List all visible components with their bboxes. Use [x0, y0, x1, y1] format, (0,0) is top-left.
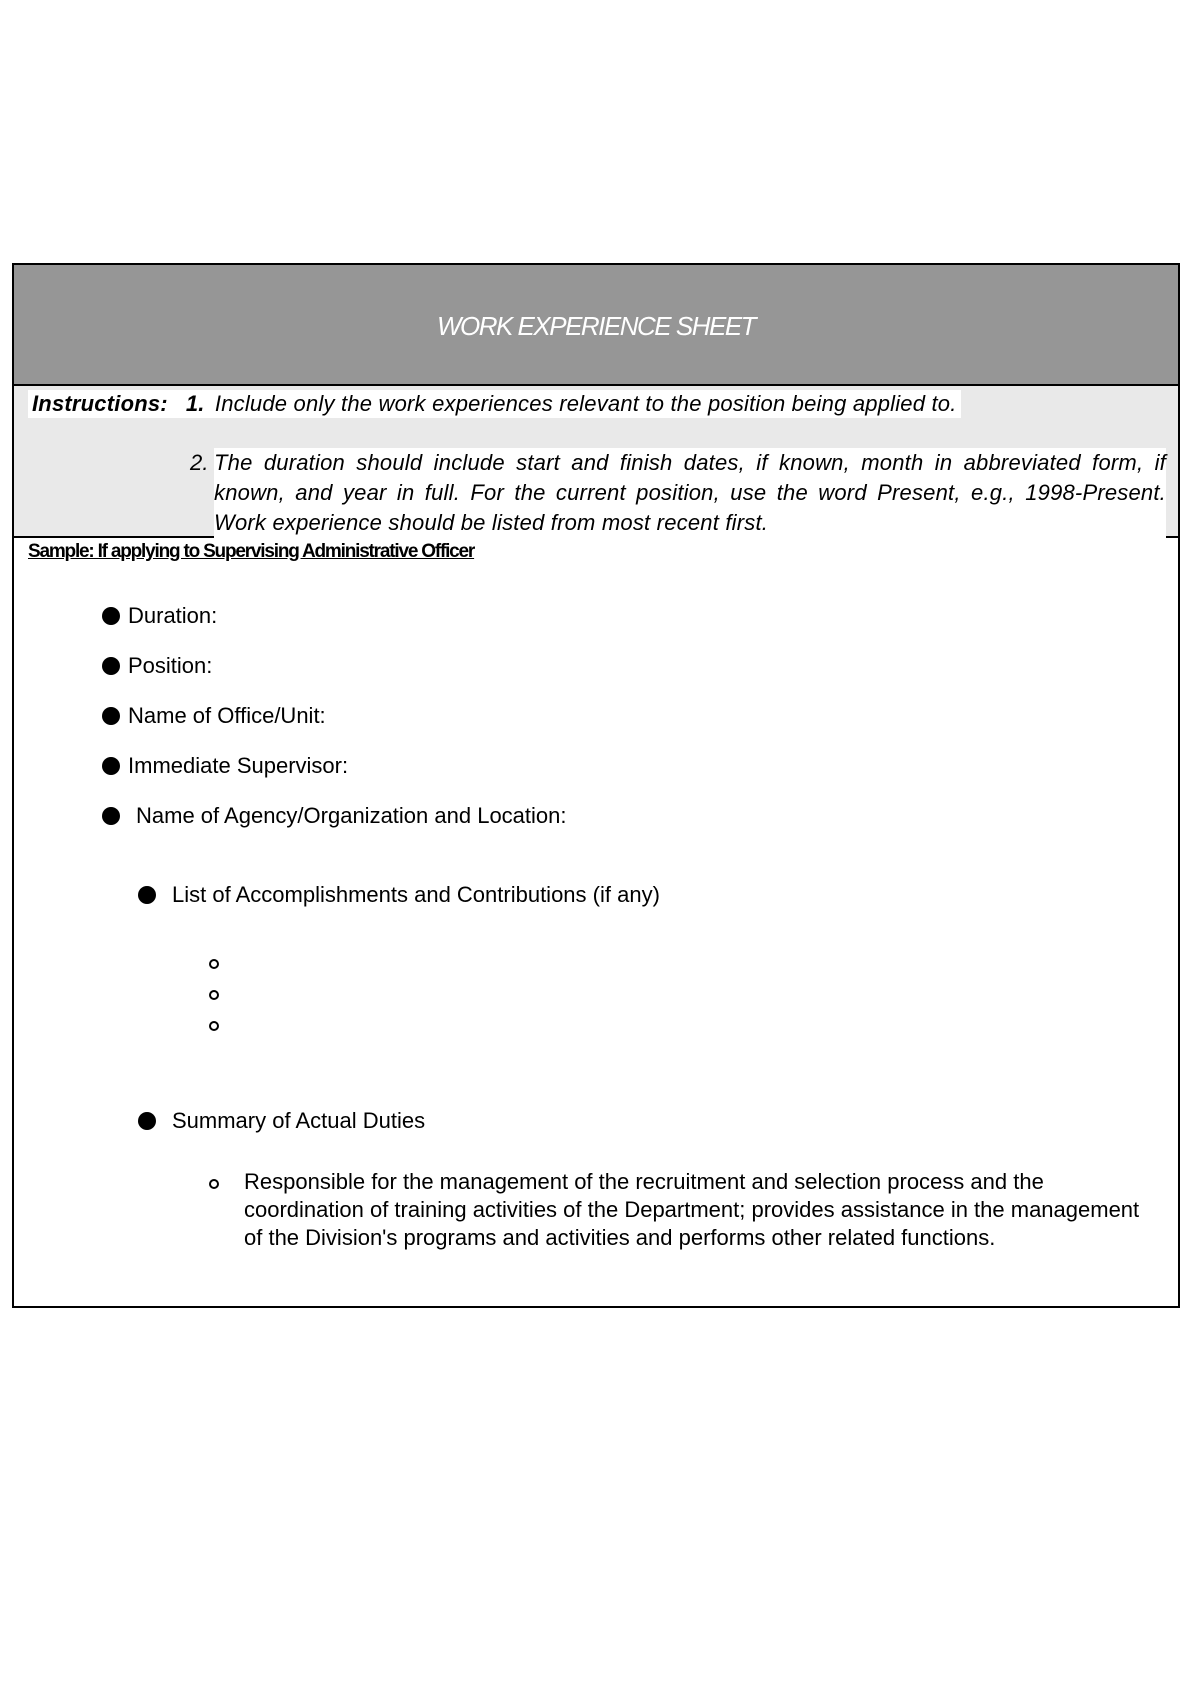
bullet-icon — [138, 886, 156, 904]
sample-heading: Sample: If applying to Supervising Administrative Officer — [28, 541, 475, 562]
work-experience-sheet — [12, 263, 1180, 1308]
instruction-item-1 — [28, 390, 961, 418]
field-label: Duration: — [128, 603, 218, 628]
field-label: Position: — [128, 653, 213, 678]
field-label: Name of Office/Unit: — [128, 703, 326, 728]
field-office-unit — [102, 703, 326, 729]
instructions-section — [14, 386, 1178, 538]
instruction-2-number: 2. — [190, 450, 209, 475]
field-label: Name of Agency/Organization and Location: — [136, 803, 567, 828]
duties-item — [138, 1108, 425, 1134]
empty-sub-bullet-icon — [209, 990, 219, 1000]
bullet-icon — [102, 807, 120, 825]
empty-sub-bullet-icon — [209, 959, 219, 969]
bullet-icon — [102, 707, 120, 725]
accomplishments-item — [138, 882, 660, 908]
sheet-header — [14, 265, 1178, 386]
field-agency-location — [102, 803, 567, 829]
instructions-label: Instructions: — [32, 391, 168, 416]
empty-sub-bullet-icon — [209, 1021, 219, 1031]
bullet-icon — [102, 757, 120, 775]
bullet-icon — [138, 1112, 156, 1130]
field-label: Immediate Supervisor: — [128, 753, 349, 778]
bullet-icon — [102, 607, 120, 625]
instruction-1-number: 1. — [185, 391, 205, 416]
instruction-1-text: Include only the work experiences relevant to the position being applied to. — [214, 391, 957, 416]
instruction-2-text: The duration should include start and finish dates, if known, month in abbreviated form, if known, and year in full. For the current position, use the word Present, e.g., 1998-Present. Work experience should be listed from most recent first. — [214, 448, 1166, 538]
field-duration — [102, 603, 217, 629]
duties-label: Summary of Actual Duties — [172, 1108, 426, 1133]
accomplishments-label: List of Accomplishments and Contributions (if any) — [172, 882, 660, 907]
field-immediate-supervisor — [102, 753, 348, 779]
bullet-icon — [102, 657, 120, 675]
sheet-title: WORK EXPERIENCE SHEET — [436, 311, 756, 341]
instruction-item-2 — [190, 448, 1166, 538]
duty-description: Responsible for the management of the recruitment and selection process and the coordination of training activities of the Department; provides assistance in the management of the Division's programs and activities and performs other related functions. — [244, 1169, 1140, 1250]
duty-sub-bullet-icon — [209, 1179, 219, 1189]
field-position — [102, 653, 212, 679]
